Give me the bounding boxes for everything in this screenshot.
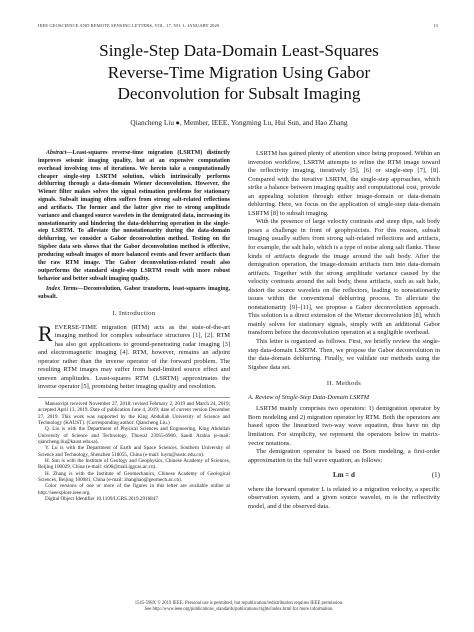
- footnote-color-note: Color versions of one or more of the figures in this letter are available online at http://ieeexplore.ieee.org.: [38, 483, 230, 496]
- body-paragraph: LSRTM mainly comprises two operators: 1) demigration operator by Born modeling and 2) migration operator by RTM. Both the operators are based upon the linearized two-way wave equation, thus have no dip limitation. For simplicity, we represent the operators below in matrix-vector notations.: [248, 405, 440, 447]
- section-heading-introduction: I. Introduction: [112, 310, 156, 318]
- equation: [248, 471, 440, 480]
- right-column: [248, 150, 440, 511]
- author-list: Qiancheng Liu ●, Member, IEEE, Yongming Lu, Hui Sun, and Hao Zhang: [130, 118, 348, 127]
- footnote-affiliation: Y. Lu is with the Department of Earth and Space Sciences, Southern University of Science and Technology, Shenzhen 518055, China (e-mail: luym@sustc.edu.cn).: [38, 445, 230, 458]
- index-terms-text: Deconvolution, Gabor transform, least-squares imaging, subsalt.: [38, 286, 230, 301]
- footnote-affiliation: H. Zhang is with the Institute of Geomechanics, Chinese Academy of Geological Sciences, Beijing 100081, China (e-mail: zhanghao@geomech.ac.cn).: [38, 470, 230, 484]
- intro-text: EVERSE-TIME migration (RTM) acts as the state-of-the-art imaging method for complex subsurface structures [1], [2]. RTM has also got applications to ground-penetrating radar imaging [3] and electromagnetic imaging [4]. RTM, however, remains an adjoint operator rather than the inverse operator of the forward problem. The resulting RTM images may suffer from band-limited source effect and uneven amplitudes. Least-squares RTM (LSRTM) approximates the inverse operator [5], promising better imaging quality and resolution.: [38, 323, 230, 391]
- body-paragraph: where the forward operator L is related to a migration velocity, a specific observation system, and a given source wavelet, m is the reflectivity model, and d the observed data.: [248, 485, 440, 510]
- copyright-note: [40, 601, 438, 613]
- paper-title: [40, 40, 438, 105]
- footnote: [38, 397, 230, 503]
- body-paragraph: This letter is organized as follows. First, we briefly review the single-step data-domain LSRTM. Then, we propose the Gabor deconvolution in the data-domain deblurring. Finally, we validate our methods using the Sigsbee data set.: [248, 338, 440, 371]
- equation-body: Lm = d: [333, 471, 355, 480]
- footnote-affiliation: Q. Liu is with the Department of Physical Sciences and Engineering, King Abdullah University of Science and Technology, Thuwal 23955-6900, Saudi Arabia (e-mail: qiancheng.liu@kaust.edu.sa).: [38, 426, 230, 446]
- copyright-line: 1545-598X © 2019 IEEE. Personal use is permitted, but republication/redistribution requires IEEE permission.: [134, 601, 344, 606]
- footnote-affiliation: H. Sun is with the Institute of Geology and Geophysics, Chinese Academy of Sciences, Beijing 100029, China (e-mail: sh96@mail.iggcas.ac.cn).: [38, 458, 230, 471]
- footnote-manuscript: Manuscript received November 27, 2018; revised February 2, 2019 and March 24, 2019; accepted April 13, 2019. Date of publication June 4, 2019; date of current version December 27, 2019. This work was supported by the King Abdullah University of Science and Technology (KAUST). (Corresponding author: Qiancheng Liu.): [38, 400, 230, 426]
- abstract-lead: Abstract—: [46, 150, 73, 156]
- copyright-line: See http://www.ieee.org/publications_standards/publications/rights/index.html for more information.: [144, 607, 334, 612]
- running-head: [38, 23, 438, 28]
- left-column: [38, 150, 230, 502]
- equation-number: (1): [431, 471, 440, 480]
- section-heading-methods: II. Methods: [326, 380, 362, 388]
- index-terms-lead: Index Terms—: [46, 286, 84, 293]
- title-line: Single-Step Data-Domain Least-Squares: [99, 41, 379, 60]
- body-paragraph: With the presence of large velocity contrasts and steep dips, salt body poses a challenge in front of geophysicists. For this reason, subsalt imaging usually suffers from strong salt-related reflections and artifacts, for example, the salt halo, which is a type of noise along salt flanks. These kinds of artifacts degrade the image around the salt body. After the demigration operation, the image-domain artifacts turn into data-domain artifacts. Together with the strong amplitude variance caused by the velocity contrasts around the salt body, these artifacts, such as salt halo, distort the source wavelets on the reflectors, leading to nonstationarity issues within the conventional deblurring process. To alleviate the nonstationarity [9]–[11], we propose a Gabor deconvolution approach. This solution is a direct extension of the Wiener deconvolution [8], which mainly solves for stationary signals, simply with an additional Gabor transform before the deconvolution operation at a negligible overhead.: [248, 218, 440, 337]
- title-line: Deconvolution for Subsalt Imaging: [117, 84, 361, 103]
- title-line: Reverse-Time Migration Using Gabor: [107, 62, 371, 82]
- abstract: [38, 150, 230, 283]
- journal-header: IEEE GEOSCIENCE AND REMOTE SENSING LETTERS, VOL. 17, NO. 1, JANUARY 2020: [38, 23, 220, 28]
- drop-cap: R: [38, 320, 53, 346]
- body-paragraph: LSRTM has gained plenty of attention since being proposed. Within an inversion workflow, LSRTM attempts to refine the RTM image toward the reflectivity imaging, iteratively [5], [6] or single-step [7], [8]. Compared with the iterative LSRTM, the single-step approaches, which strike a balance between imaging quality and computational cost, provide an appealing solution through either image-domain or data-domain deblurring. Here, we focus on the application of single-step data-domain LSRTM [8] to subsalt imaging.: [248, 150, 440, 217]
- index-terms: [38, 286, 230, 302]
- body-paragraph: The demigration operator is based on Born modeling, a first-order approximation to the full wave equation, as follows:: [248, 448, 440, 464]
- intro-paragraph: [38, 320, 230, 392]
- subsection-heading: A. Review of Single-Step Data-Domain LSRTM: [248, 393, 370, 401]
- page-number: 13: [433, 23, 438, 28]
- footnote-doi: Digital Object Identifier 10.1109/LGRS.2019.2916847: [45, 496, 158, 503]
- abstract-text: Least-squares reverse-time migration (LSRTM) distinctly improves seismic imaging quality, but at an expensive computation overhead involving tens of iterations. We herein take a computationally cheaper single-step LSRTM solution, which intrinsically performs deblurring through a data-domain Wiener deconvolution. However, the Wiener filter makes solves the signal estimation problems for stationary signals. Subsalt imaging often suffers from strong salt-related reflections and artifacts. The former and the latter give rise to strong amplitude variance and changed source wavelets in the demigrated data, increasing its nonstationarity and hindering the data-deblurring operation in the single-step LSRTM. To alleviate the nonstationarity during the data-domain deblurring, we consider a Gabor deconvolution method. Testing on the Sigsbee data sets shows that the Gabor deconvolution method is effective, producing subsalt images of more balanced events and fewer artifacts than the raw RTM image. The Gabor deconvolution-related result also outperforms the standard single-step LSRTM result with more robust behavior and better subsalt imaging quality.: [38, 150, 230, 282]
